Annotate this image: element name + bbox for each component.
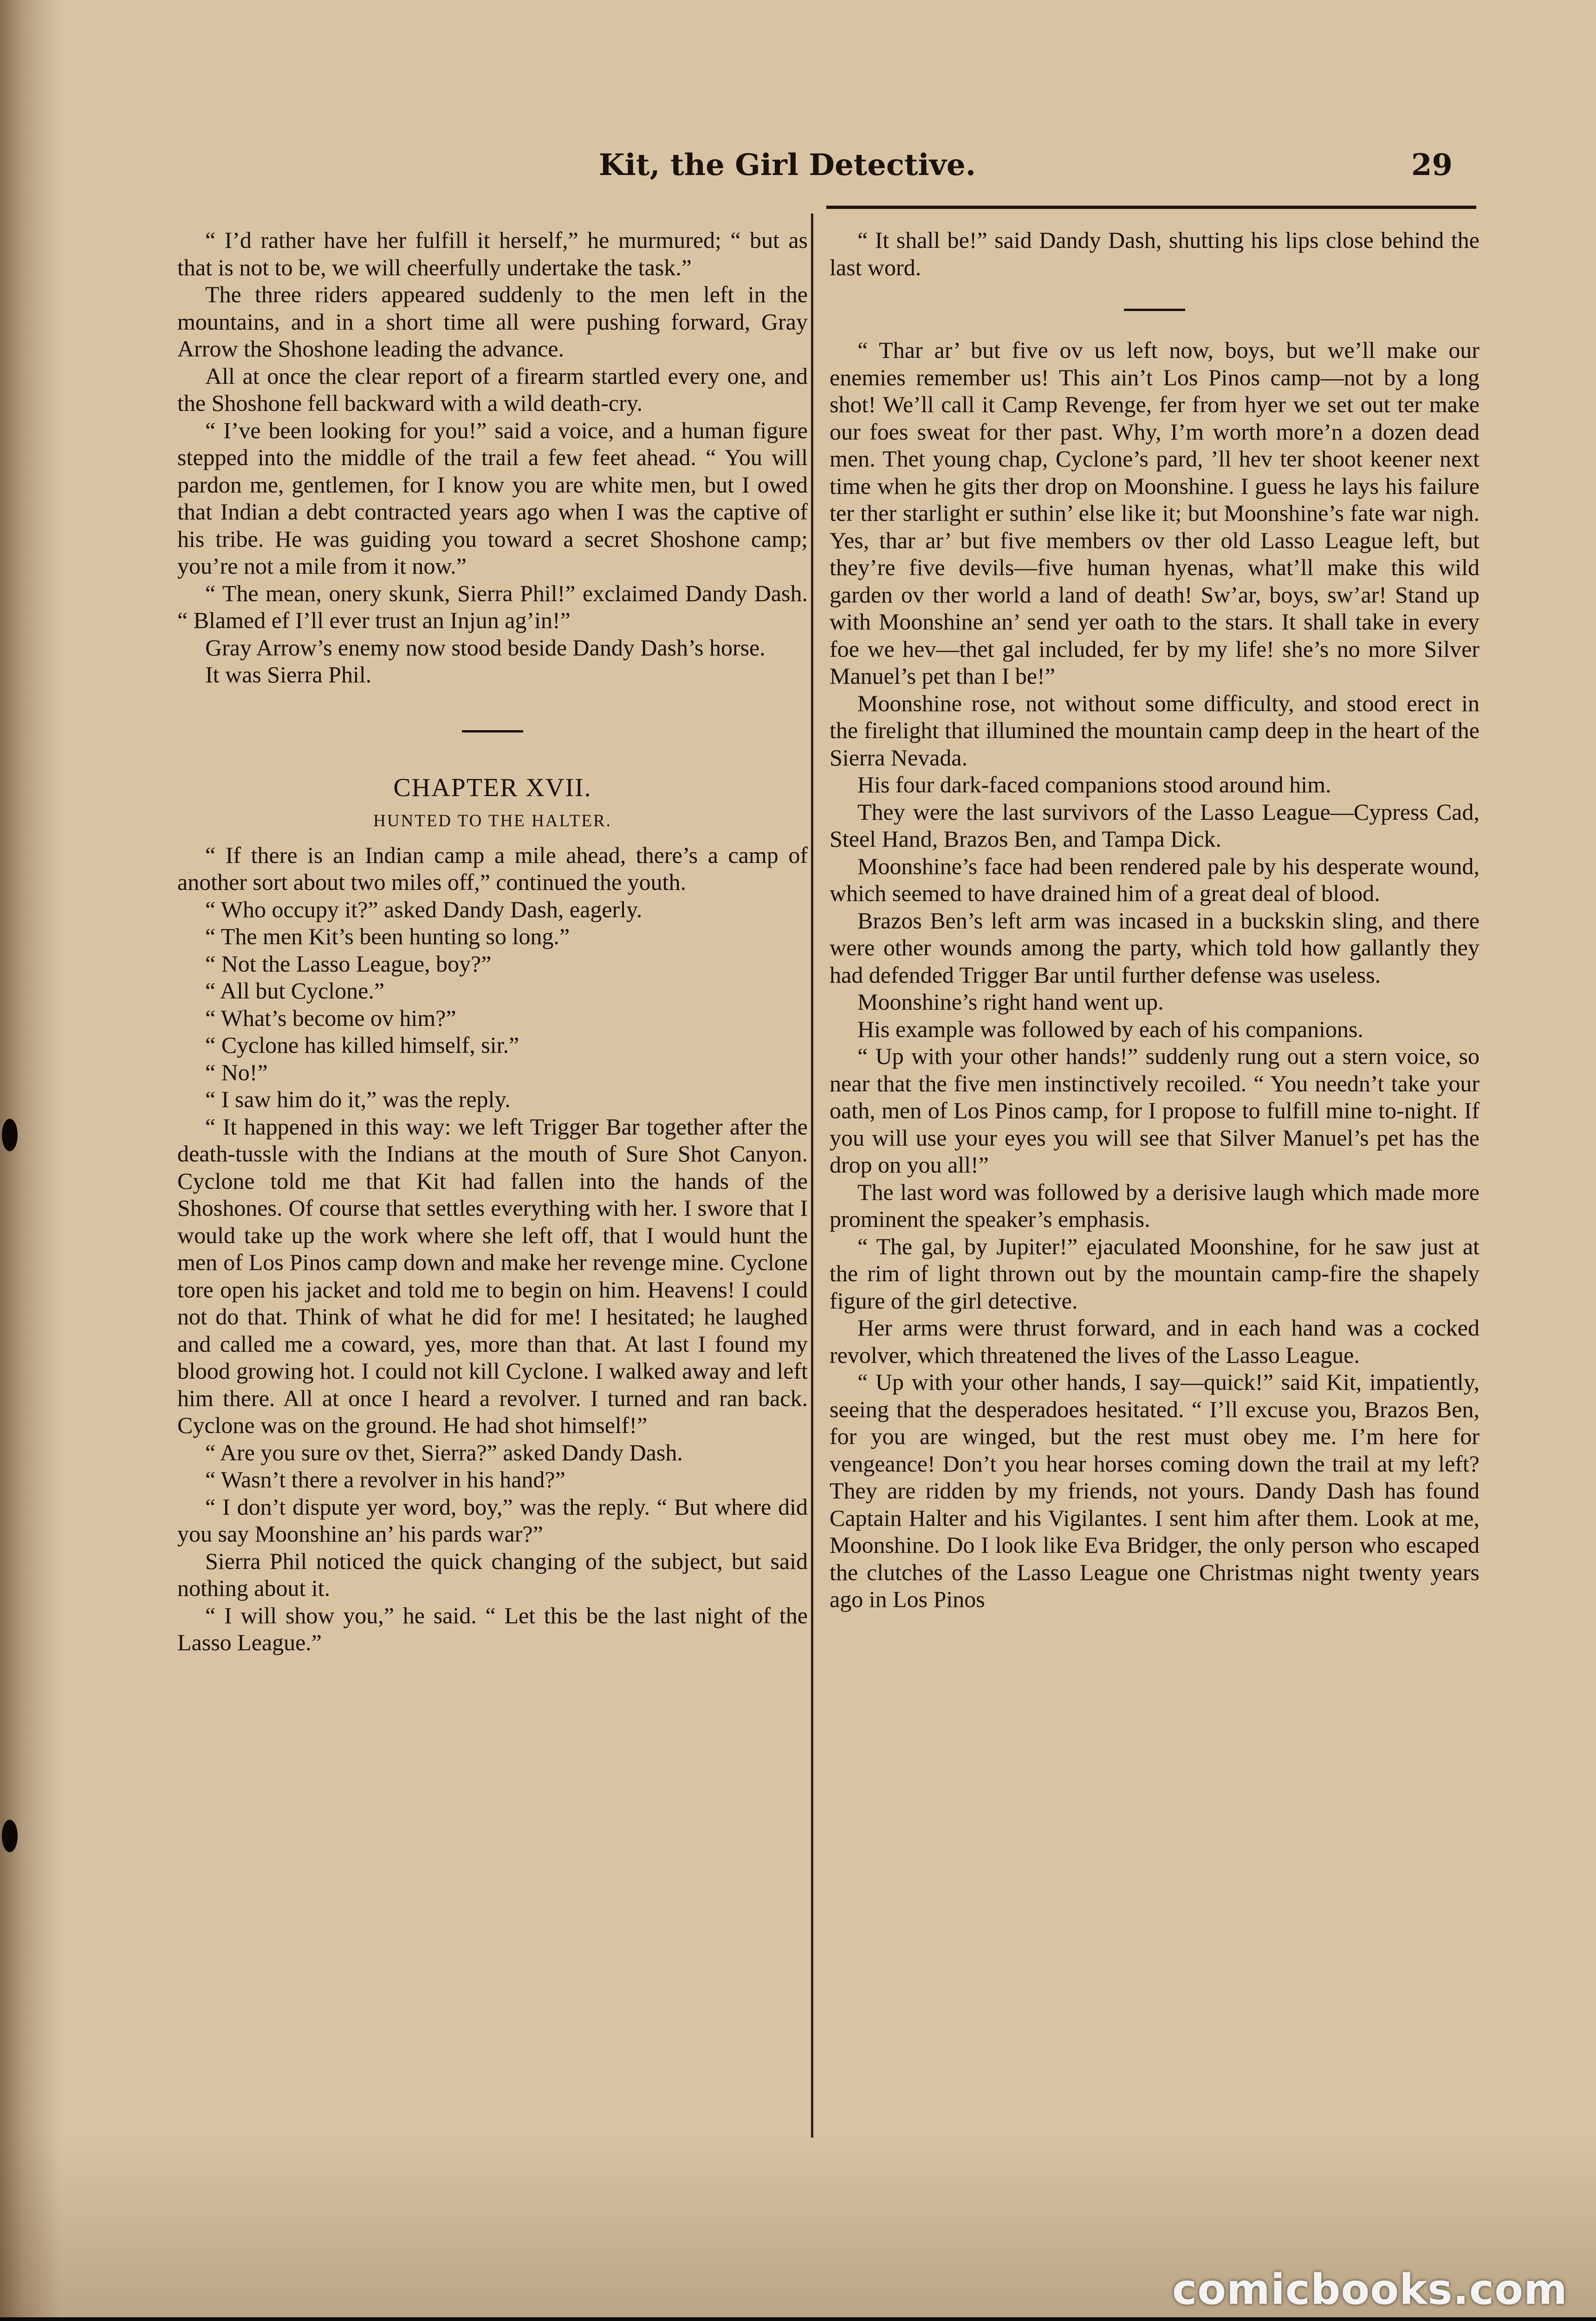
running-header-title: Kit, the Girl Detective.	[599, 148, 976, 182]
paragraph: “ The men Kit’s been hunting so long.”	[205, 923, 570, 949]
right-paragraphs-before-rule	[830, 227, 1479, 281]
chapter-title: CHAPTER XVII.	[393, 773, 592, 802]
section-rule	[1124, 309, 1185, 311]
paragraph: Brazos Ben’s left arm was incased in a buckskin sling, and there were other wounds among the party, which told how gallantly they had defended Trigger Bar until further defense was useless.	[830, 907, 1479, 988]
binding-hole-2	[2, 1820, 18, 1852]
paragraph: Moonshine’s face had been rendered pale by his desperate wound, which seemed to have drained him of a great deal of blood.	[830, 853, 1479, 906]
paragraph: “ Thar ar’ but five ov us left now, boys, but we’ll make our enemies remember us! This ain’t Los Pinos camp—not by a long shot! We’ll call it Camp Revenge, fer from hyer we set out ter make our foes sweat for ther past. Why, I’m worth more’n a dozen dead men. Thet young chap, Cyclone’s pard, ’ll hev ter shoot keener next time when he gits ther drop on Moonshine. I guess he lays his failure ter ther starlight er suthin’ else like it; but Moonshine’s fate war nigh. Yes, thar ar’ but five members ov ther old Lasso League left, but they’re five devils—five human hyenas, what’ll make this wild garden ov ther world a land of death! Sw’ar, boys, sw’ar! Stand up with Moonshine an’ send yer oath to the stars. It shall take in every foe we hev—thet gal included, fer by my life! she’s no more Silver Manuel’s pet than I be!”	[830, 337, 1479, 689]
paragraph: “ Wasn’t there a revolver in his hand?”	[205, 1466, 565, 1492]
paragraph: It was Sierra Phil.	[205, 661, 372, 687]
paragraph: “ I’d rather have her fulfill it herself,” he murmured; “ but as that is not to be, we will cheerfully undertake the task.”	[177, 227, 808, 280]
paragraph: “ I’ve been looking for you!” said a voice, and a human figure stepped into the middle of the trail a few feet ahead. “ You will pardon me, gentlemen, for I know you are white men, but I owed that Indian a debt contracted years ago when I was the captive of his tribe. He was guiding you toward a secret Shoshone camp; you’re not a mile from it now.”	[177, 417, 808, 579]
paragraph: Moonshine’s right hand went up.	[857, 989, 1164, 1015]
left-paragraphs-before-chapter	[177, 227, 808, 688]
paragraph: “ No!”	[205, 1059, 268, 1085]
paragraph: Sierra Phil noticed the quick changing of the subject, but said nothing about it.	[177, 1548, 808, 1601]
section-rule	[462, 730, 523, 733]
header-rule	[826, 206, 1476, 209]
column-divider	[811, 214, 813, 2138]
paragraph: “ Who occupy it?” asked Dandy Dash, eagerly.	[205, 896, 642, 922]
watermark-logo: comicbooks.com	[1172, 2265, 1568, 2314]
paragraph: “ I don’t dispute yer word, boy,” was the reply. “ But where did you say Moonshine an’ his pards war?”	[177, 1493, 808, 1547]
paragraph: The three riders appeared suddenly to the men left in the mountains, and in a short time all were pushing forward, Gray Arrow the Shoshone leading the advance.	[177, 281, 808, 362]
page-number: 29	[1411, 148, 1453, 182]
paragraph: They were the last survivors of the Lasso League—Cypress Cad, Steel Hand, Brazos Ben, and Tampa Dick.	[830, 798, 1479, 852]
right-column	[830, 227, 1479, 1613]
left-paragraphs-after-chapter	[177, 842, 808, 1656]
paragraph: “ Up with your other hands!” suddenly rung out a stern voice, so near that the five men instinctively recoiled. “ You needn’t take your oath, men of Los Pinos camp, for I propose to fulfill mine to-night. If you will use your eyes you will see that Silver Manuel’s pet has the drop on you all!”	[830, 1043, 1479, 1178]
paragraph: “ I will show you,” he said. “ Let this be the last night of the Lasso League.”	[177, 1602, 808, 1655]
left-column	[177, 227, 808, 1656]
paragraph: Gray Arrow’s enemy now stood beside Dandy Dash’s horse.	[205, 634, 766, 661]
paragraph: The last word was followed by a derisive laugh which made more prominent the speaker’s emphasis.	[830, 1179, 1479, 1232]
chapter-subtitle: HUNTED TO THE HALTER.	[373, 811, 612, 830]
binding-hole-1	[2, 1119, 18, 1151]
paragraph: “ Not the Lasso League, boy?”	[205, 950, 492, 977]
right-paragraphs-after-rule	[830, 337, 1479, 1613]
paragraph: “ It shall be!” said Dandy Dash, shutting his lips close behind the last word.	[830, 227, 1479, 280]
paragraph: All at once the clear report of a firearm startled every one, and the Shoshone fell backward with a wild death-cry.	[177, 363, 808, 416]
paragraph: His four dark-faced companions stood around him.	[857, 772, 1331, 797]
paragraph: His example was followed by each of his companions.	[857, 1016, 1364, 1042]
paragraph: “ What’s become ov him?”	[205, 1005, 456, 1031]
paragraph: “ The mean, onery skunk, Sierra Phil!” exclaimed Dandy Dash. “ Blamed ef I’ll ever trust an Injun ag’in!”	[177, 580, 808, 633]
paragraph: Her arms were thrust forward, and in each hand was a cocked revolver, which threatened the lives of the Lasso League.	[830, 1315, 1479, 1368]
paragraph: “ The gal, by Jupiter!” ejaculated Moonshine, for he saw just at the rim of light thrown out by the mountain camp-fire the shapely figure of the girl detective.	[830, 1233, 1479, 1314]
paragraph: Moonshine rose, not without some difficulty, and stood erect in the firelight that illumined the mountain camp deep in the heart of the Sierra Nevada.	[830, 690, 1479, 771]
paragraph: “ It happened in this way: we left Trigger Bar together after the death-tussle with the Indians at the mouth of Sure Shot Canyon. Cyclone told me that Kit had fallen into the hands of the Shoshones. Of course that settles everything with her. I swore that I would take up the work where she left off, that I would hunt the men of Los Pinos camp down and make her revenge mine. Cyclone tore open his jacket and told me to begin on him. Heavens! I could not do that. Think of what he did for me! I hesitated; he laughed and called me a coward, yes, more than that. At last I found my blood growing hot. I could not kill Cyclone. I walked away and left him there. All at once I heard a revolver. I turned and ran back. Cyclone was on the ground. He had shot himself!”	[177, 1113, 808, 1438]
paragraph: “ I saw him do it,” was the reply.	[205, 1086, 511, 1112]
paragraph: “ Are you sure ov thet, Sierra?” asked Dandy Dash.	[205, 1439, 683, 1465]
paragraph: “ All but Cyclone.”	[205, 978, 385, 1004]
paragraph: “ Cyclone has killed himself, sir.”	[205, 1032, 519, 1058]
paragraph: “ If there is an Indian camp a mile ahead, there’s a camp of another sort about two miles off,” continued the youth.	[177, 842, 808, 895]
paragraph: “ Up with your other hands, I say—quick!” said Kit, impatiently, seeing that the desperadoes hesitated. “ I’ll excuse you, Brazos Ben, for you are winged, but the rest must obey me. I’m here for vengeance! Don’t you hear horses coming down the trail at my left? They are ridden by my friends, not yours. Dandy Dash has found Captain Halter and his Vigilantes. I sent him after them. Look at me, Moonshine. Do I look like Eva Bridger, the only person who escaped the clutches of the Lasso League one Christmas night twenty years ago in Los Pinos	[830, 1369, 1479, 1612]
